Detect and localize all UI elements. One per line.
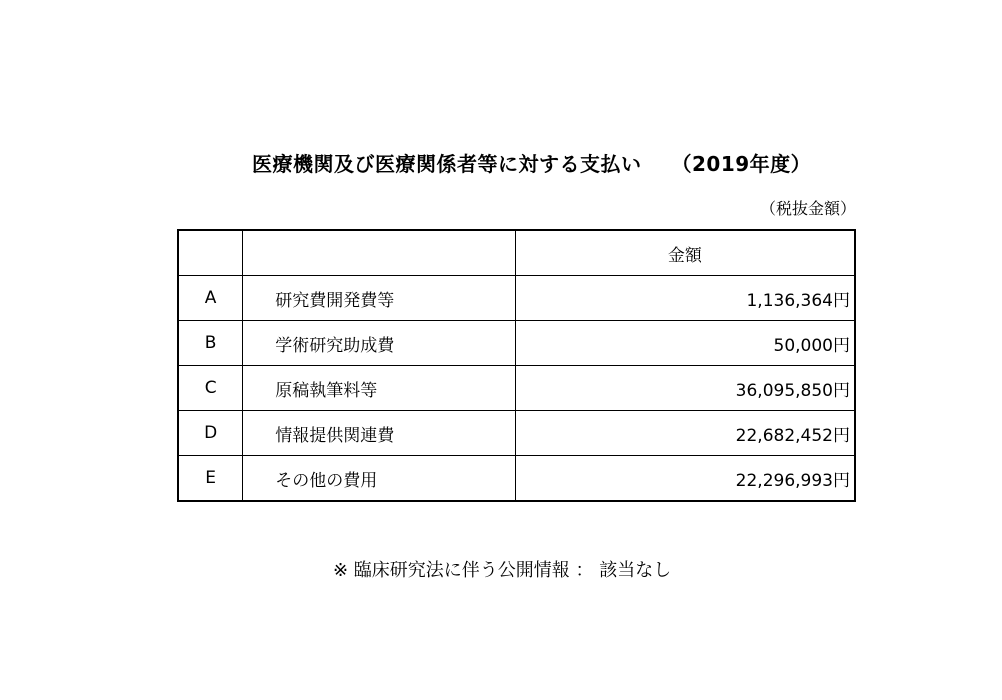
row-code: B [178, 321, 243, 366]
table-row [178, 411, 855, 456]
row-name: 原稿執筆料等 [243, 366, 515, 411]
row-amount: 22,296,993円 [515, 456, 855, 502]
row-code: A [178, 276, 243, 321]
header-code [178, 230, 243, 276]
row-code: C [178, 366, 243, 411]
table-row [178, 276, 855, 321]
table-row [178, 321, 855, 366]
header-name [243, 230, 515, 276]
clinical-research-footnote: ※ 臨床研究法に伴う公開情報 ： 該当なし [333, 560, 672, 581]
row-name: 学術研究助成費 [243, 321, 515, 366]
row-amount: 1,136,364円 [515, 276, 855, 321]
row-name: 情報提供関連費 [243, 411, 515, 456]
row-code: D [178, 411, 243, 456]
table-row [178, 456, 855, 502]
row-amount: 36,095,850円 [515, 366, 855, 411]
row-amount: 22,682,452円 [515, 411, 855, 456]
page-title [252, 148, 811, 177]
table-header-row [178, 230, 855, 276]
tax-excluded-note: （税抜金額） [759, 199, 856, 218]
payments-table [177, 229, 856, 502]
title-main: 医療機関及び医療関係者等に対する支払い [252, 152, 642, 176]
title-year: （2019年度） [671, 152, 812, 176]
row-code: E [178, 456, 243, 502]
row-amount: 50,000円 [515, 321, 855, 366]
table-row [178, 366, 855, 411]
row-name: 研究費開発費等 [243, 276, 515, 321]
header-amount: 金額 [515, 230, 855, 276]
row-name: その他の費用 [243, 456, 515, 502]
